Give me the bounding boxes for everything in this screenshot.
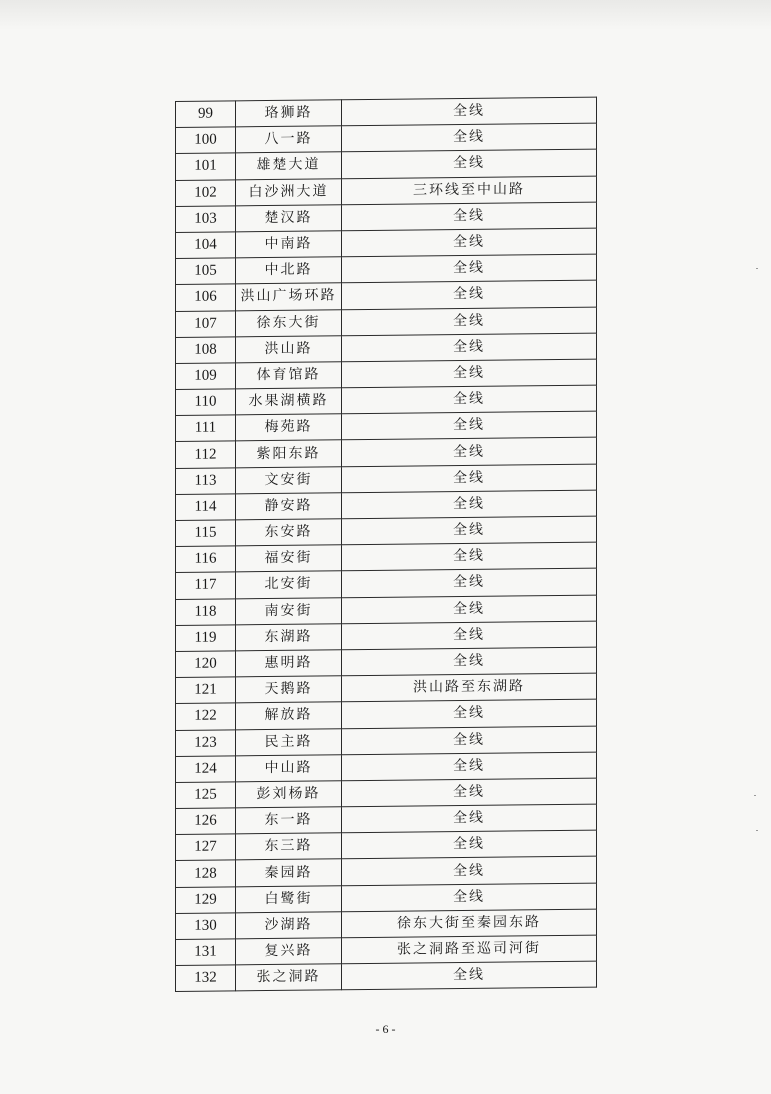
cell-name: 水果湖横路 bbox=[236, 388, 342, 415]
cell-name: 中南路 bbox=[236, 231, 342, 258]
cell-range: 全线 bbox=[342, 804, 597, 833]
scan-speck bbox=[756, 830, 758, 831]
cell-num: 116 bbox=[176, 546, 236, 573]
page-number: - 6 - bbox=[375, 1022, 396, 1036]
scan-shadow bbox=[0, 0, 771, 30]
scan-speck bbox=[754, 795, 756, 796]
cell-range: 全线 bbox=[342, 778, 597, 807]
cell-name: 白沙洲大道 bbox=[236, 178, 342, 205]
cell-num: 113 bbox=[176, 467, 236, 494]
cell-name: 复兴路 bbox=[236, 938, 342, 965]
cell-range: 全线 bbox=[342, 385, 597, 414]
cell-name: 东湖路 bbox=[236, 624, 342, 651]
cell-num: 125 bbox=[176, 782, 236, 809]
table-row bbox=[176, 909, 597, 940]
cell-range: 全线 bbox=[342, 516, 597, 545]
roads-table bbox=[175, 97, 597, 993]
cell-range: 三环线至中山路 bbox=[342, 176, 597, 205]
cell-range: 张之洞路至巡司河街 bbox=[342, 935, 597, 964]
cell-name: 洪山路 bbox=[236, 335, 342, 362]
cell-name: 洪山广场环路 bbox=[236, 283, 342, 310]
cell-num: 130 bbox=[176, 913, 236, 940]
cell-num: 126 bbox=[176, 808, 236, 835]
cell-name: 中北路 bbox=[236, 257, 342, 284]
cell-num: 124 bbox=[176, 756, 236, 783]
cell-num: 112 bbox=[176, 441, 236, 468]
cell-range: 全线 bbox=[342, 647, 597, 676]
cell-num: 119 bbox=[176, 625, 236, 652]
cell-num: 110 bbox=[176, 389, 236, 416]
cell-num: 121 bbox=[176, 677, 236, 704]
cell-name: 福安街 bbox=[236, 545, 342, 572]
cell-name: 中山路 bbox=[236, 754, 342, 781]
cell-range: 全线 bbox=[342, 830, 597, 859]
cell-name: 东一路 bbox=[236, 807, 342, 834]
cell-name: 白鹭街 bbox=[236, 885, 342, 912]
cell-range: 全线 bbox=[342, 621, 597, 650]
cell-num: 129 bbox=[176, 886, 236, 913]
cell-num: 103 bbox=[176, 206, 236, 233]
cell-name: 彭刘杨路 bbox=[236, 781, 342, 808]
cell-name: 民主路 bbox=[236, 728, 342, 755]
cell-range: 徐东大街至秦园东路 bbox=[342, 909, 597, 938]
cell-range: 全线 bbox=[342, 333, 597, 362]
cell-range: 全线 bbox=[342, 542, 597, 571]
cell-num: 109 bbox=[176, 363, 236, 390]
cell-range: 全线 bbox=[342, 411, 597, 440]
cell-range: 全线 bbox=[342, 961, 597, 990]
cell-name: 解放路 bbox=[236, 702, 342, 729]
cell-name: 楚汉路 bbox=[236, 205, 342, 232]
cell-num: 131 bbox=[176, 939, 236, 966]
cell-num: 118 bbox=[176, 598, 236, 625]
roads-table-body bbox=[176, 97, 597, 992]
cell-range: 全线 bbox=[342, 228, 597, 257]
cell-name: 静安路 bbox=[236, 493, 342, 520]
cell-range: 全线 bbox=[342, 752, 597, 781]
cell-num: 102 bbox=[176, 179, 236, 206]
cell-range: 全线 bbox=[342, 307, 597, 336]
cell-name: 东安路 bbox=[236, 519, 342, 546]
cell-name: 珞狮路 bbox=[236, 100, 342, 127]
cell-name: 东三路 bbox=[236, 833, 342, 860]
cell-num: 101 bbox=[176, 153, 236, 180]
cell-range: 全线 bbox=[342, 726, 597, 755]
cell-name: 沙湖路 bbox=[236, 912, 342, 939]
cell-name: 文安街 bbox=[236, 466, 342, 493]
cell-name: 雄楚大道 bbox=[236, 152, 342, 179]
cell-name: 张之洞路 bbox=[236, 964, 342, 991]
cell-num: 108 bbox=[176, 337, 236, 364]
cell-range: 全线 bbox=[342, 280, 597, 309]
cell-num: 127 bbox=[176, 834, 236, 861]
cell-name: 紫阳东路 bbox=[236, 440, 342, 467]
cell-name: 南安街 bbox=[236, 597, 342, 624]
cell-range: 全线 bbox=[342, 254, 597, 283]
cell-num: 115 bbox=[176, 520, 236, 547]
table-row bbox=[176, 935, 597, 966]
cell-range: 全线 bbox=[342, 857, 597, 886]
cell-range: 全线 bbox=[342, 595, 597, 624]
cell-num: 122 bbox=[176, 703, 236, 730]
cell-name: 八一路 bbox=[236, 126, 342, 153]
cell-num: 117 bbox=[176, 572, 236, 599]
cell-name: 天鹅路 bbox=[236, 676, 342, 703]
cell-num: 123 bbox=[176, 729, 236, 756]
cell-range: 全线 bbox=[342, 123, 597, 152]
cell-num: 106 bbox=[176, 284, 236, 311]
cell-range: 全线 bbox=[342, 97, 597, 126]
cell-num: 105 bbox=[176, 258, 236, 285]
cell-range: 洪山路至东湖路 bbox=[342, 673, 597, 702]
cell-num: 128 bbox=[176, 860, 236, 887]
cell-num: 111 bbox=[176, 415, 236, 442]
cell-num: 99 bbox=[176, 101, 236, 128]
cell-num: 100 bbox=[176, 127, 236, 154]
scan-speck bbox=[756, 268, 758, 269]
cell-range: 全线 bbox=[342, 568, 597, 597]
cell-name: 秦园路 bbox=[236, 859, 342, 886]
cell-num: 107 bbox=[176, 310, 236, 337]
cell-name: 徐东大街 bbox=[236, 309, 342, 336]
cell-range: 全线 bbox=[342, 202, 597, 231]
cell-name: 梅苑路 bbox=[236, 414, 342, 441]
cell-range: 全线 bbox=[342, 149, 597, 178]
cell-range: 全线 bbox=[342, 699, 597, 728]
cell-num: 114 bbox=[176, 494, 236, 521]
cell-num: 132 bbox=[176, 965, 236, 992]
cell-range: 全线 bbox=[342, 490, 597, 519]
cell-range: 全线 bbox=[342, 438, 597, 467]
cell-num: 104 bbox=[176, 232, 236, 259]
cell-name: 北安街 bbox=[236, 571, 342, 598]
table-row bbox=[176, 961, 597, 992]
cell-num: 120 bbox=[176, 651, 236, 678]
cell-range: 全线 bbox=[342, 464, 597, 493]
cell-name: 惠明路 bbox=[236, 650, 342, 677]
cell-range: 全线 bbox=[342, 359, 597, 388]
cell-range: 全线 bbox=[342, 883, 597, 912]
cell-name: 体育馆路 bbox=[236, 362, 342, 389]
